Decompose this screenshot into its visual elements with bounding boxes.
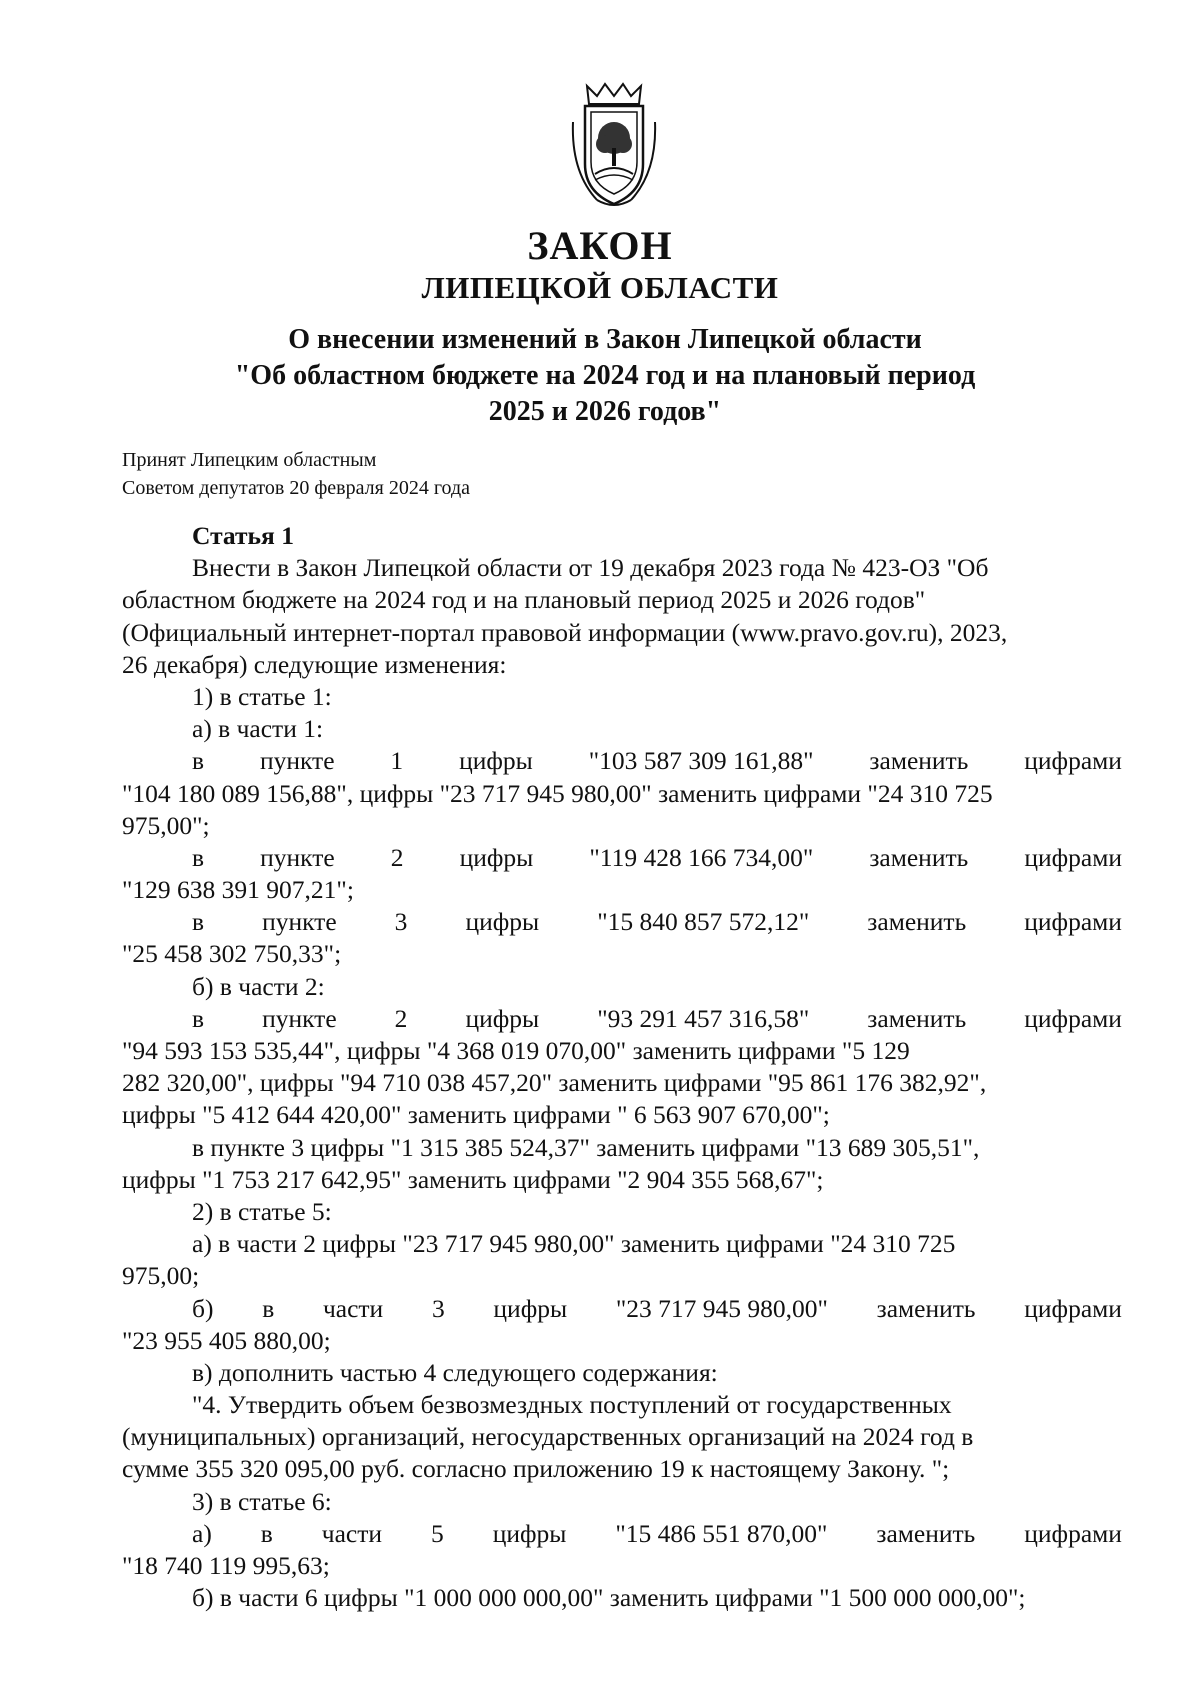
- text-line: (муниципальных) организаций, негосударственных организаций на 2024 год в: [122, 1422, 974, 1452]
- document-type: ЗАКОН: [527, 223, 673, 268]
- word: пункте: [260, 842, 335, 872]
- article-heading: Статья 1: [192, 521, 294, 550]
- adoption-line: Советом депутатов 20 февраля 2024 года: [122, 477, 471, 499]
- word: 3: [431, 1293, 445, 1323]
- text-line: б) в части 6 цифры "1 000 000 000,00" заменить цифрами "1 500 000 000,00";: [192, 1583, 1026, 1613]
- law-title-line: О внесении изменений в Закон Липецкой области: [288, 324, 922, 355]
- word: заменить: [876, 1518, 976, 1548]
- word: "103 587 309 161,88": [588, 746, 814, 776]
- word: "93 291 457 316,58": [597, 1003, 810, 1033]
- text-line: "18 740 119 995,63;: [122, 1551, 330, 1580]
- word: б): [192, 1293, 214, 1323]
- adoption-line: Принят Липецким областным: [122, 449, 377, 471]
- text-line: "23 955 405 880,00;: [122, 1325, 331, 1355]
- word: пункте: [259, 746, 335, 776]
- text-line-justified: [122, 1003, 1122, 1035]
- word: цифры: [459, 746, 533, 776]
- text-line: 26 декабря) следующие изменения:: [122, 649, 507, 679]
- text-line: "4. Утвердить объем безвозмездных поступлений от государственных: [192, 1390, 952, 1420]
- word: в: [260, 1518, 273, 1548]
- text-line: "129 638 391 907,21";: [122, 875, 354, 905]
- word: цифрами: [1024, 1293, 1122, 1323]
- word: цифрами: [1024, 1003, 1122, 1033]
- word: цифрами: [1024, 1518, 1122, 1548]
- text-line-justified: [122, 1518, 1122, 1550]
- word: 1: [390, 746, 404, 776]
- text-line: в пункте 3 цифры "1 315 385 524,37" заменить цифрами "13 689 305,51",: [192, 1132, 980, 1162]
- word: заменить: [867, 907, 967, 937]
- text-line: 975,00;: [122, 1261, 200, 1291]
- law-title-line: "Об областном бюджете на 2024 год и на плановый период: [234, 360, 976, 391]
- word: 5: [430, 1518, 444, 1548]
- word: заменить: [869, 842, 969, 872]
- text-line-justified: [122, 906, 1122, 938]
- word: в: [262, 1293, 275, 1323]
- word: заменить: [869, 746, 969, 776]
- word: части: [322, 1293, 384, 1323]
- word: цифры: [465, 1003, 540, 1033]
- law-body: [122, 520, 1122, 1614]
- word: 2: [394, 1003, 408, 1033]
- text-line: в) дополнить частью 4 следующего содержания:: [192, 1357, 718, 1387]
- issuing-region: ЛИПЕЦКОЙ ОБЛАСТИ: [421, 270, 779, 305]
- text-line: а) в части 2 цифры "23 717 945 980,00" заменить цифрами "24 310 725: [192, 1229, 956, 1259]
- text-line: сумме 355 320 095,00 руб. согласно приложению 19 к настоящему Закону. ";: [122, 1454, 950, 1484]
- word: цифрами: [1024, 907, 1122, 937]
- text-line: "104 180 089 156,88", цифры "23 717 945 980,00" заменить цифрами "24 310 725: [122, 778, 993, 808]
- word: заменить: [876, 1293, 976, 1323]
- word: "15 840 857 572,12": [597, 907, 810, 937]
- word: "23 717 945 980,00": [615, 1293, 828, 1323]
- text-line-justified: [122, 1293, 1122, 1325]
- text-line: "25 458 302 750,33";: [122, 939, 342, 969]
- text-line: "94 593 153 535,44", цифры "4 368 019 070,00" заменить цифрами "5 129: [122, 1036, 910, 1065]
- word: пункте: [262, 1003, 337, 1033]
- text-line: (Официальный интернет-портал правовой информации (www.pravo.gov.ru), 2023,: [122, 617, 1008, 647]
- text-line: Внести в Закон Липецкой области от 19 декабря 2023 года № 423-ОЗ "Об: [192, 553, 989, 583]
- word: в: [192, 1003, 205, 1033]
- word: цифрами: [1024, 842, 1122, 872]
- word: 3: [394, 907, 408, 937]
- word: "15 486 551 870,00": [615, 1518, 828, 1548]
- word: цифры: [465, 907, 540, 937]
- word: пункте: [262, 907, 337, 937]
- word: части: [321, 1518, 383, 1548]
- word: цифры: [459, 842, 534, 872]
- text-line: 2) в статье 5:: [192, 1196, 332, 1226]
- law-title: [160, 322, 1050, 430]
- text-line: 975,00";: [122, 810, 210, 840]
- text-line: 1) в статье 1:: [192, 681, 332, 711]
- text-line: б) в части 2:: [192, 971, 325, 1001]
- word: цифры: [493, 1293, 568, 1323]
- text-line-justified: [122, 745, 1122, 777]
- law-title-line: 2025 и 2026 годов": [488, 396, 722, 427]
- word: цифрами: [1024, 746, 1122, 776]
- word: в: [192, 907, 205, 937]
- text-line: 3) в статье 6:: [192, 1486, 332, 1516]
- text-line: цифры "5 412 644 420,00" заменить цифрами " 6 563 907 670,00";: [122, 1100, 830, 1130]
- word: заменить: [867, 1003, 967, 1033]
- text-line: а) в части 1:: [192, 714, 324, 744]
- word: а): [192, 1518, 212, 1548]
- word: в: [192, 746, 205, 776]
- word: 2: [390, 842, 404, 872]
- word: в: [192, 842, 205, 872]
- text-line-justified: [122, 842, 1122, 874]
- text-line: областном бюджете на 2024 год и на плановый период 2025 и 2026 годов": [122, 585, 926, 615]
- text-line: 282 320,00", цифры "94 710 038 457,20" заменить цифрами "95 861 176 382,92",: [122, 1068, 987, 1098]
- text-line: цифры "1 753 217 642,95" заменить цифрами "2 904 355 568,67";: [122, 1164, 824, 1194]
- word: цифры: [492, 1518, 567, 1548]
- word: "119 428 166 734,00": [589, 842, 814, 872]
- coat-of-arms-emblem: [567, 82, 661, 210]
- adoption-note: [122, 446, 470, 502]
